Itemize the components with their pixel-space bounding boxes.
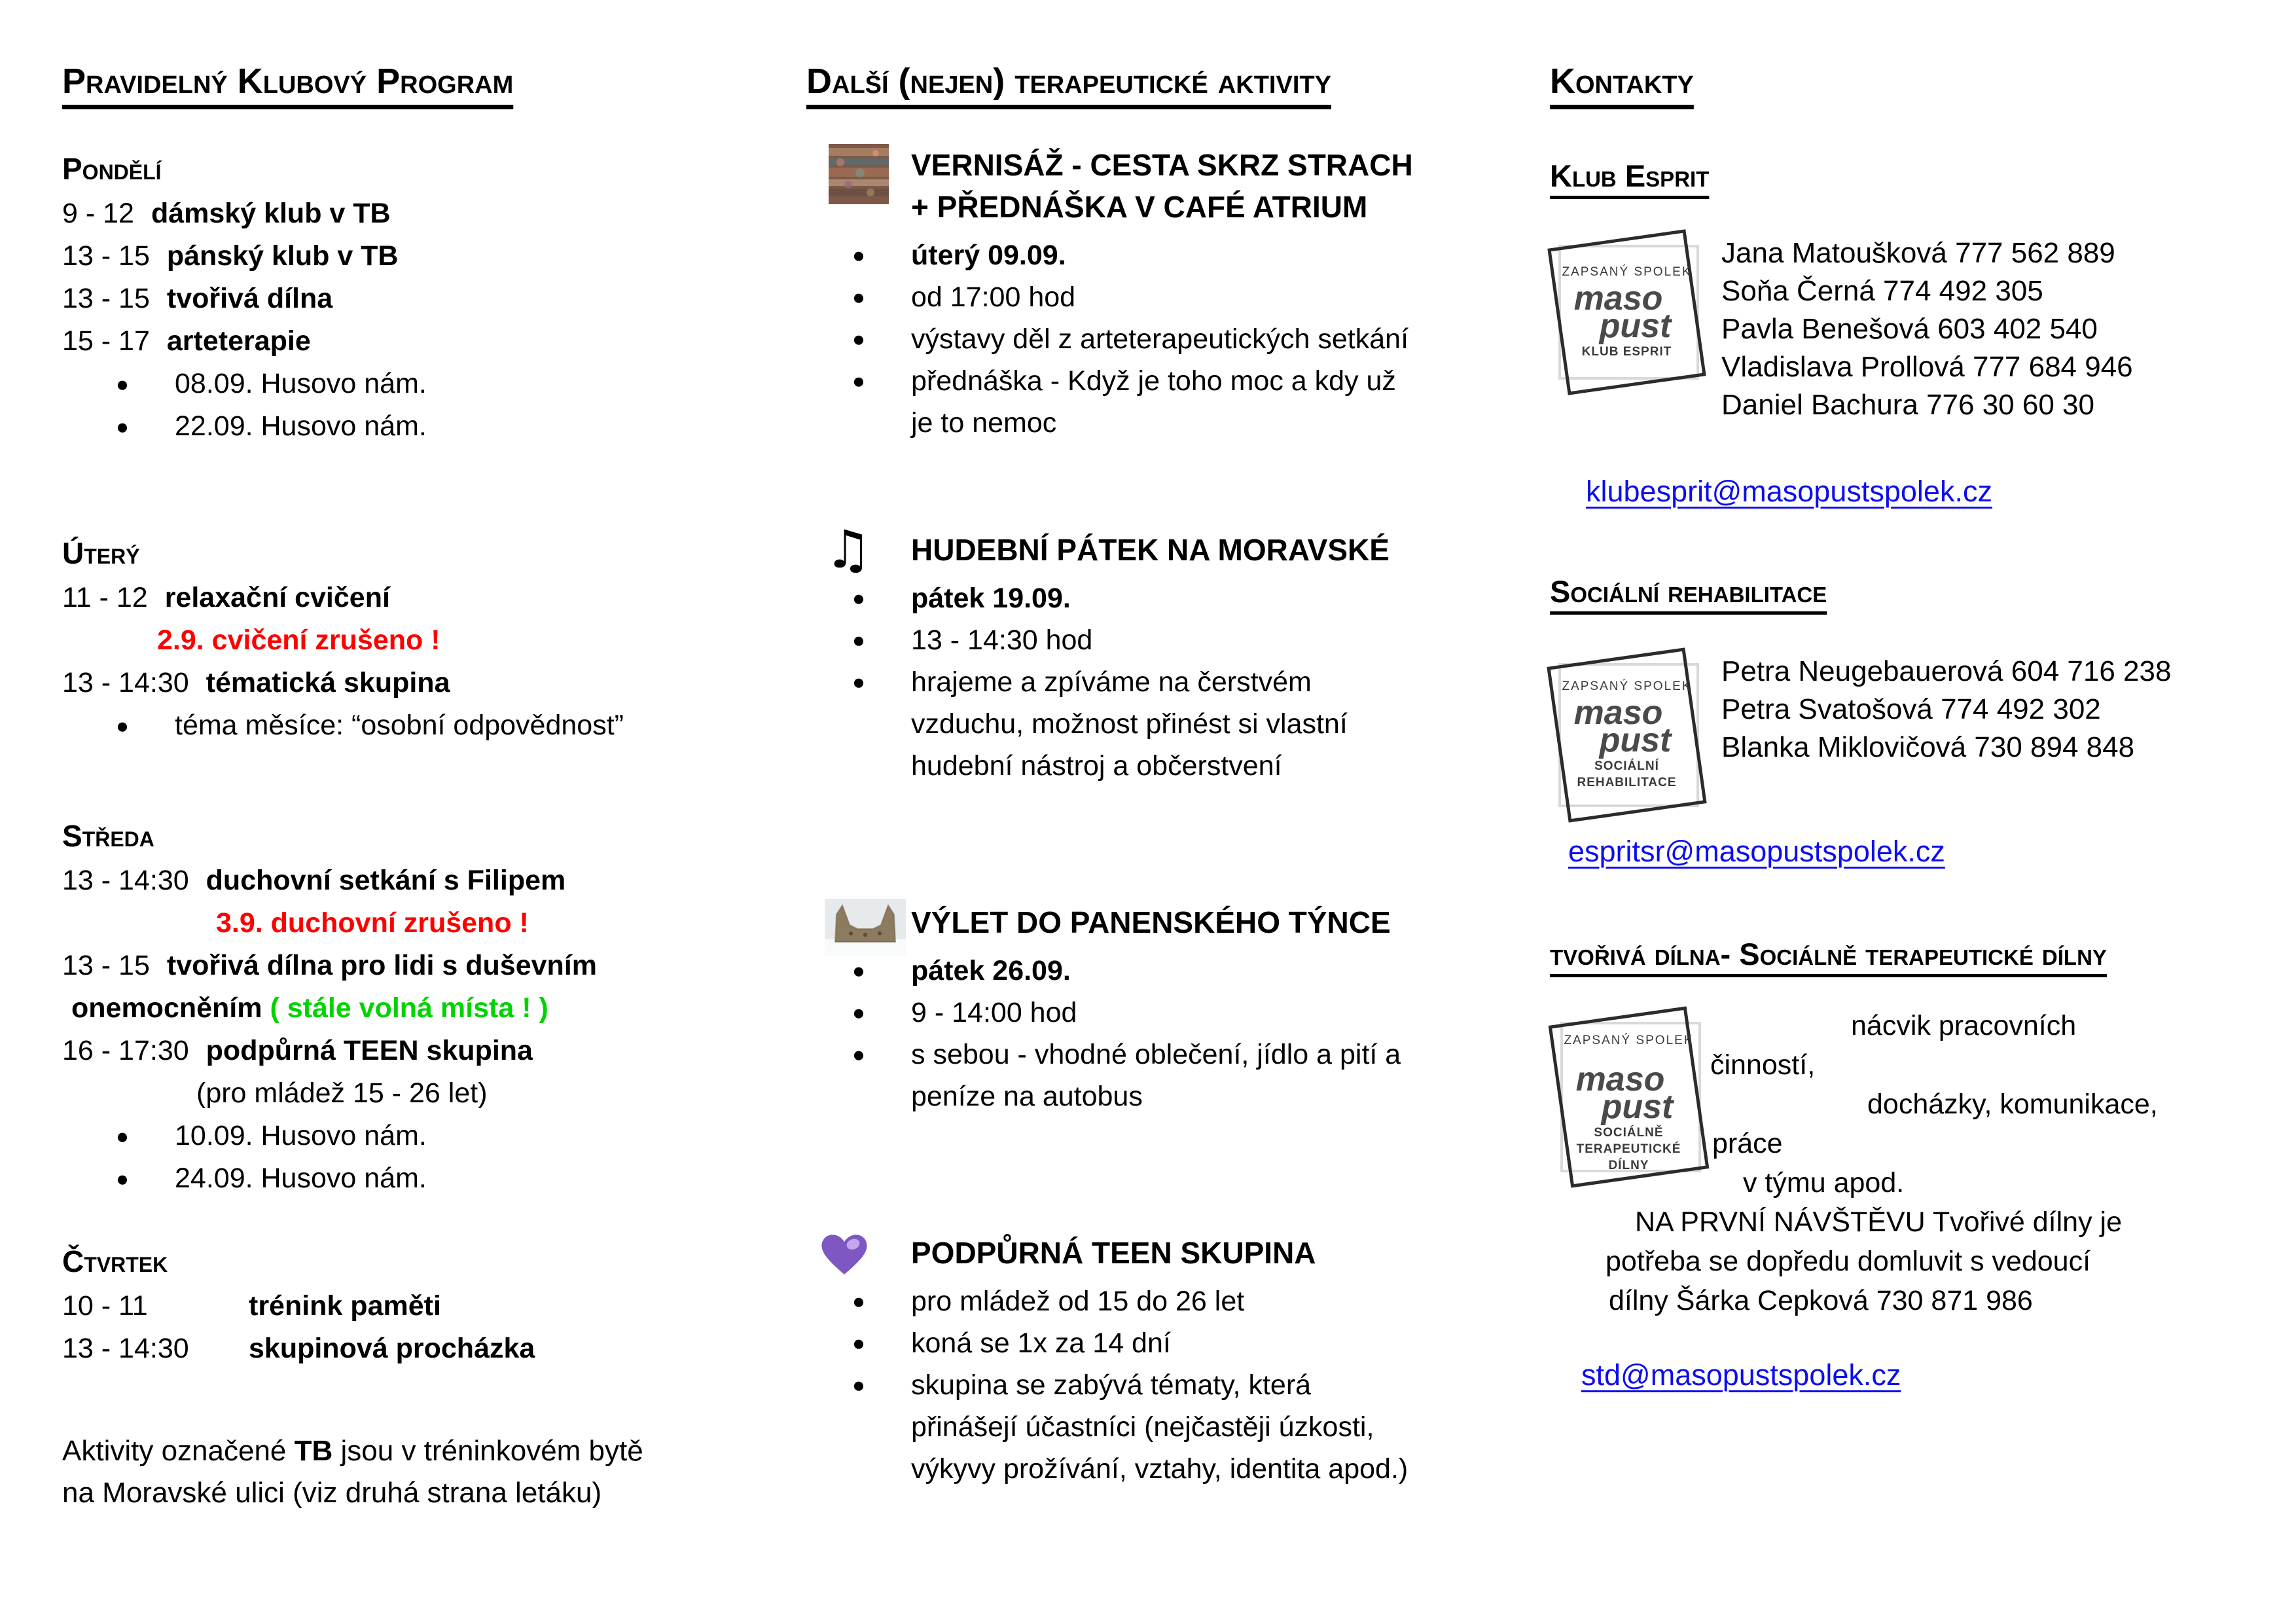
music-notes-icon: ♫	[825, 519, 872, 580]
section-title: VERNISÁŽ - CESTA SKRZ STRACH	[911, 148, 1413, 182]
availability-note: ( stále volná místa ! )	[270, 992, 548, 1024]
logo-subtitle: SOCIÁLNĚ TERAPEUTICKÉ DÍLNY	[1576, 1125, 1681, 1172]
bullet-item: ● pátek 19.09.	[911, 577, 1500, 619]
note-text: na Moravské ulici (viz druhá strana letáku)	[62, 1477, 602, 1509]
creative-workshop-heading: tvořivá dílna- Sociálně terapeutické dílny	[1550, 937, 2107, 971]
contact-line: Pavla Benešová 603 402 540	[1721, 313, 2098, 345]
activity-name: trénink paměti	[249, 1290, 441, 1322]
klub-esprit-heading: Klub Esprit	[1550, 158, 1710, 193]
ruin-photo-icon	[825, 899, 906, 960]
logo-subtitle: KLUB ESPRIT	[1581, 344, 1672, 359]
contact-line: Vladislava Prollová 777 684 946	[1721, 351, 2133, 383]
purple-heart-icon	[821, 1233, 868, 1280]
activity-section	[806, 144, 1500, 444]
time-range: 13 - 14:30	[62, 667, 189, 698]
workshop-line: nácvik pracovních	[1851, 1010, 2077, 1041]
activity-name: dámský klub v TB	[151, 198, 391, 229]
age-range-note: (pro mládež 15 - 26 let)	[196, 1077, 488, 1109]
activity-section	[806, 519, 1500, 787]
activity-name: podpůrná TEEN skupina	[206, 1035, 533, 1066]
schedule-row	[62, 192, 798, 235]
logo-text	[1553, 234, 1700, 390]
contacts-title: Kontakty	[1550, 62, 1694, 101]
section-title: PODPŮRNÁ TEEN SKUPINA	[911, 1236, 1316, 1270]
email-row	[1568, 835, 2296, 869]
bullet-item: ● 9 - 14:00 hod	[911, 992, 1500, 1034]
activity-name: onemocněním	[71, 992, 270, 1024]
workshop-line: NA PRVNÍ NÁVŠTĚVU Tvořivé dílny je	[1635, 1206, 2122, 1238]
time-range: 9 - 12	[62, 198, 134, 229]
email-link-std[interactable]: std@masopustspolek.cz	[1581, 1358, 1901, 1392]
activity-name: duchovní setkání s Filipem	[206, 865, 566, 896]
section-title: VÝLET DO PANENSKÉHO TÝNCE	[911, 905, 1391, 939]
time-range: 13 - 15	[62, 240, 150, 272]
logo-association-label: ZAPSANÝ SPOLEK	[1562, 264, 1692, 279]
schedule-row	[62, 1327, 798, 1370]
bullet-item: ● přednáška - Když je toho moc a kdy už je to nemoc	[911, 360, 1500, 444]
masopust-logo	[1555, 1011, 1702, 1183]
bullet-item: ● s sebou - vhodné oblečení, jídlo a pití a peníze na autobus	[911, 1034, 1500, 1117]
bullet-list	[911, 234, 1500, 444]
bullet-list	[911, 950, 1500, 1117]
activity-sections	[806, 144, 1500, 1490]
schedule-row	[62, 1285, 798, 1327]
email-row	[1581, 1358, 2296, 1392]
bullet-item: ● výstavy děl z arteterapeutických setkání	[911, 318, 1500, 360]
workshop-line: činností,	[1710, 1049, 1816, 1081]
note-text: Aktivity označené	[62, 1435, 295, 1467]
activity-section	[806, 901, 1500, 1117]
contact-line: Petra Svatošová 774 492 302	[1721, 693, 2101, 725]
day-header: Pondělí	[62, 152, 162, 186]
activity-name: arteterapie	[166, 325, 311, 357]
logo-word-maso: maso	[1573, 694, 1663, 732]
bullet-item: ● pátek 26.09.	[911, 950, 1500, 992]
contact-line: Soňa Černá 774 492 305	[1721, 275, 2043, 307]
regular-program-column	[62, 58, 798, 1514]
logo-word-pust: pust	[1599, 721, 1672, 759]
social-rehabilitation-contacts	[1550, 653, 2296, 815]
klub-esprit-contacts	[1550, 234, 2296, 434]
day-header: Úterý	[62, 536, 140, 570]
workshop-line: práce	[1712, 1128, 1783, 1159]
email-row	[1586, 475, 2296, 509]
contact-list	[1721, 653, 2296, 767]
time-range: 13 - 14:30	[62, 865, 189, 896]
workshop-line: dílny Šárka Cepková 730 871 986	[1609, 1285, 2033, 1316]
regular-program-title: Pravidelný Klubový Program	[62, 62, 514, 101]
bullet-item: ● hrajeme a zpíváme na čerstvém vzduchu, možnost přinést si vlastní hudební nástroj a občerstvení	[911, 661, 1500, 787]
logo-word-maso: maso	[1575, 1060, 1665, 1098]
painting-thumbnail-icon	[829, 144, 889, 208]
day-section	[62, 145, 798, 448]
logo-subtitle: SOCIÁLNÍ REHABILITACE	[1577, 759, 1677, 789]
contact-list	[1721, 234, 2296, 424]
bullet-item: ● úterý 09.09.	[911, 234, 1500, 276]
activities-title: Další (nejen) terapeutické aktivity	[806, 62, 1331, 101]
therapeutic-activities-column	[806, 58, 1500, 1490]
time-range: 13 - 15	[62, 283, 150, 314]
bullet-item: ● 13 - 14:30 hod	[911, 619, 1500, 661]
day-section	[62, 812, 798, 1200]
email-link-espritsr[interactable]: espritsr@masopustspolek.cz	[1568, 835, 1945, 868]
training-flat-note	[62, 1430, 798, 1514]
day-section	[62, 530, 798, 747]
activity-name: relaxační cvičení	[164, 582, 390, 613]
contact-line: Daniel Bachura 776 30 60 30	[1721, 389, 2094, 421]
bullet-item: ● od 17:00 hod	[911, 276, 1500, 318]
activity-name: pánský klub v TB	[166, 240, 399, 272]
schedule-row	[62, 945, 798, 987]
time-range: 10 - 11	[62, 1290, 148, 1322]
bullet-item: ● 22.09. Husovo nám.	[62, 405, 798, 448]
time-range: 11 - 12	[62, 582, 148, 613]
section-title: HUDEBNÍ PÁTEK NA MORAVSKÉ	[911, 533, 1390, 567]
weekly-schedule	[62, 145, 798, 1370]
masopust-logo	[1553, 234, 1700, 390]
bullet-item: ● 24.09. Husovo nám.	[62, 1157, 798, 1200]
logo-wordmark	[1575, 1060, 1674, 1126]
creative-workshop-info	[1550, 1006, 2296, 1320]
note-text: jsou v tréninkovém bytě	[332, 1435, 643, 1467]
activity-name: tématická skupina	[206, 667, 450, 698]
tb-abbreviation: TB	[294, 1435, 333, 1467]
contacts-column	[1550, 58, 2296, 1392]
time-range: 13 - 15	[62, 950, 150, 981]
bullet-item: ● pro mládež od 15 do 26 let	[911, 1280, 1500, 1322]
logo-word-pust: pust	[1599, 306, 1672, 345]
bullet-item: ● 08.09. Husovo nám.	[62, 363, 798, 405]
schedule-row	[62, 859, 798, 902]
social-rehabilitation-heading: Sociální rehabilitace	[1550, 574, 1827, 609]
logo-wordmark	[1573, 279, 1672, 345]
time-range: 13 - 14:30	[62, 1333, 189, 1364]
activity-name: tvořivá dílna	[166, 283, 333, 314]
schedule-row	[62, 235, 798, 278]
contact-line: Jana Matoušková 777 562 889	[1721, 237, 2115, 269]
workshop-line: v týmu apod.	[1743, 1167, 1905, 1199]
logo-text	[1555, 1011, 1702, 1183]
section-title: + PŘEDNÁŠKA V CAFÉ ATRIUM	[911, 190, 1368, 224]
contact-line: Blanka Miklovičová 730 894 848	[1721, 731, 2135, 763]
schedule-row	[62, 278, 798, 320]
bullet-list	[911, 1280, 1500, 1490]
workshop-line: docházky, komunikace,	[1867, 1089, 2158, 1120]
schedule-row	[62, 1030, 798, 1072]
bullet-list	[911, 577, 1500, 787]
activity-section	[806, 1232, 1500, 1490]
bullet-item: ● téma měsíce: “osobní odpovědnost”	[62, 704, 798, 747]
cancellation-note: 3.9. duchovní zrušeno !	[216, 907, 529, 939]
bullet-item: ● koná se 1x za 14 dní	[911, 1322, 1500, 1364]
schedule-row	[62, 577, 798, 619]
logo-association-label: ZAPSANÝ SPOLEK	[1564, 1033, 1694, 1047]
masopust-logo	[1553, 653, 1700, 818]
logo-word-maso: maso	[1573, 279, 1663, 317]
workshop-line: potřeba se dopředu domluvit s vedoucí	[1605, 1246, 2091, 1277]
contact-line: Petra Neugebauerová 604 716 238	[1721, 655, 2172, 687]
schedule-row	[62, 320, 798, 363]
bullet-item: ● skupina se zabývá tématy, která přinášejí účastníci (nejčastěji úzkosti, výkyvy prožívání, vztahy, identita apod.)	[911, 1364, 1500, 1490]
time-range: 16 - 17:30	[62, 1035, 189, 1066]
day-header: Čtvrtek	[62, 1244, 168, 1278]
activity-continuation	[62, 987, 798, 1030]
email-link-klubesprit[interactable]: klubesprit@masopustspolek.cz	[1586, 475, 1992, 508]
day-section	[62, 1238, 798, 1370]
logo-word-pust: pust	[1601, 1087, 1674, 1126]
logo-wordmark	[1573, 694, 1672, 759]
day-header: Středa	[62, 819, 154, 853]
cancellation-note: 2.9. cvičení zrušeno !	[157, 624, 440, 656]
schedule-row	[62, 662, 798, 704]
time-range: 15 - 17	[62, 325, 150, 357]
activity-name: skupinová procházka	[249, 1333, 535, 1364]
logo-association-label: ZAPSANÝ SPOLEK	[1562, 679, 1692, 693]
activity-name: tvořivá dílna pro lidi s duševním	[166, 950, 597, 981]
bullet-item: ● 10.09. Husovo nám.	[62, 1115, 798, 1157]
logo-text	[1553, 653, 1700, 818]
